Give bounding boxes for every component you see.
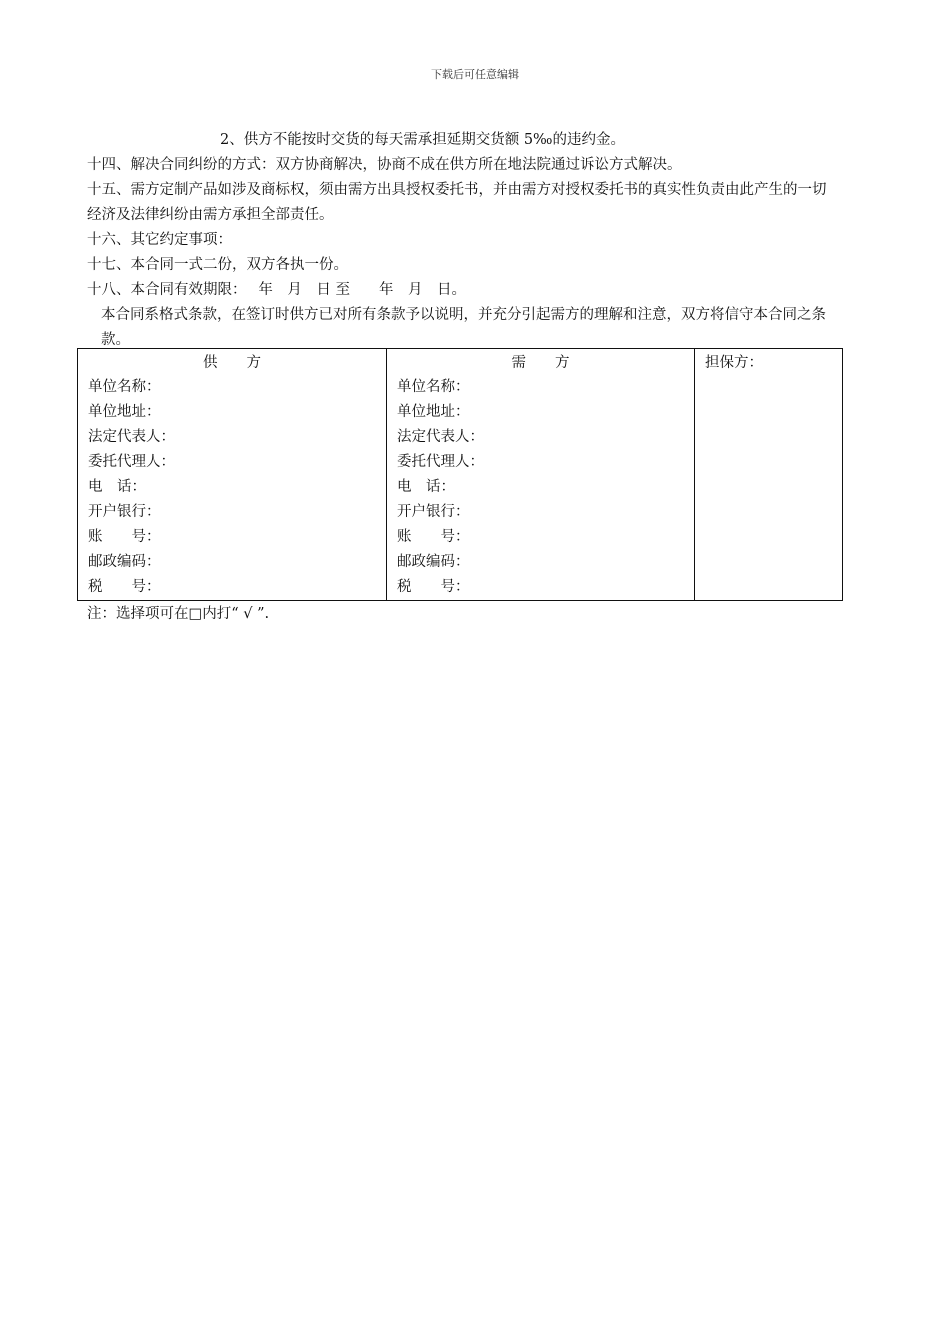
- header-note: 下载后可任意编辑: [431, 68, 519, 81]
- buyer-field: 单位地址：: [397, 404, 470, 420]
- buyer-field: 邮政编码：: [397, 554, 470, 570]
- buyer-field: 税 号：: [397, 579, 470, 595]
- buyer-cell: [387, 349, 695, 601]
- buyer-field: 委托代理人：: [397, 454, 484, 470]
- supplier-cell: [78, 349, 387, 601]
- guarantor-title: 担保方：: [705, 355, 763, 371]
- clause-18: 十八、本合同有效期限： 年 月 日 至 年 月 日。: [87, 282, 466, 298]
- supplier-field: 单位地址：: [88, 404, 161, 420]
- supplier-field: 委托代理人：: [88, 454, 175, 470]
- parties-signature-table: [77, 348, 843, 601]
- clause-17: 十七、本合同一式二份，双方各执一份。: [87, 257, 348, 273]
- supplier-field: 账 号：: [88, 529, 161, 545]
- clause-16: 十六、其它约定事项：: [87, 232, 232, 248]
- guarantor-cell: [695, 349, 843, 601]
- buyer-title: 需 方: [511, 355, 570, 371]
- closing-statement: 本合同系格式条款，在签订时供方已对所有条款予以说明，并充分引起需方的理解和注意，双方将信守本合同之条款。: [101, 307, 826, 348]
- supplier-field: 单位名称：: [88, 379, 161, 395]
- supplier-field: 法定代表人：: [88, 429, 175, 445]
- buyer-field: 电 话：: [397, 479, 455, 495]
- supplier-field: 邮政编码：: [88, 554, 161, 570]
- buyer-field: 单位名称：: [397, 379, 470, 395]
- contract-clauses: [87, 128, 843, 353]
- clause-15: 十五、需方定制产品如涉及商标权，须由需方出具授权委托书，并由需方对授权委托书的真实性负责由此产生的一切经济及法律纠纷由需方承担全部责任。: [87, 182, 827, 223]
- buyer-field: 开户银行：: [397, 504, 470, 520]
- supplier-field: 税 号：: [88, 579, 161, 595]
- footnote: 注：选择项可在□内打“ √ ”.: [87, 606, 270, 622]
- buyer-field: 账 号：: [397, 529, 470, 545]
- clause-13-item-2: 2、供方不能按时交货的每天需承担延期交货额 5‰的违约金。: [220, 132, 626, 148]
- supplier-title: 供 方: [203, 355, 261, 371]
- supplier-field: 电 话：: [88, 479, 146, 495]
- clause-14: 十四、解决合同纠纷的方式：双方协商解决，协商不成在供方所在地法院通过诉讼方式解决。: [87, 157, 682, 173]
- buyer-field: 法定代表人：: [397, 429, 484, 445]
- supplier-field: 开户银行：: [88, 504, 161, 520]
